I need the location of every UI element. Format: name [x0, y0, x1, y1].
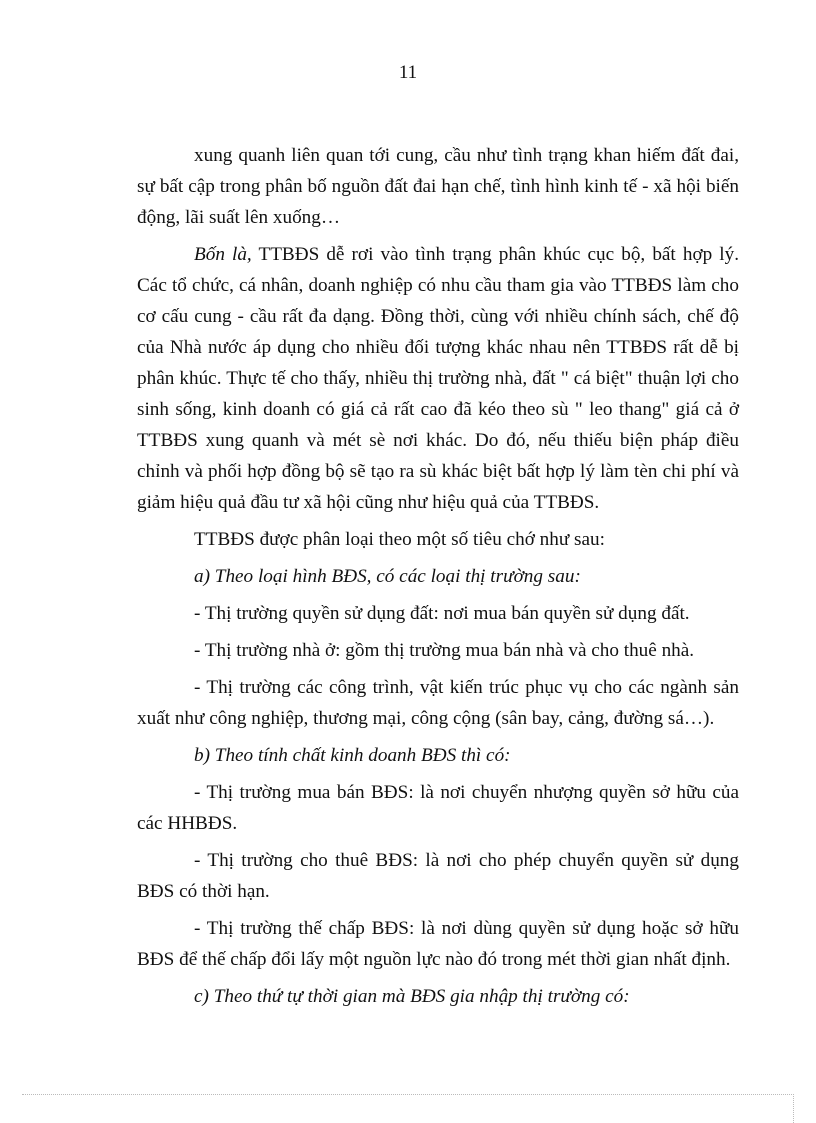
heading-b: b) Theo tính chất kinh doanh BĐS thì có: — [194, 745, 511, 766]
document-body — [137, 140, 739, 1012]
page-number: 11 — [398, 62, 418, 83]
list-item-b2: - Thị trường cho thuê BĐS: là nơi cho phép chuyển quyền sử dụng BĐS có thời hạn. — [137, 850, 739, 902]
paragraph-bon-la — [137, 239, 739, 518]
list-item-b1: - Thị trường mua bán BĐS: là nơi chuyển nhượng quyền sở hữu của các HHBĐS. — [137, 782, 739, 834]
heading-a: a) Theo loại hình BĐS, có các loại thị trường sau: — [194, 566, 581, 587]
heading-c: c) Theo thứ tự thời gian mà BĐS gia nhập thị trường có: — [194, 986, 630, 1007]
list-item-b3: - Thị trường thế chấp BĐS: là nơi dùng quyền sử dụng hoặc sở hữu BĐS để thế chấp đổi lấy một nguồn lực nào đó trong mét thời gian nhất định. — [137, 918, 739, 970]
list-item-a2: - Thị trường nhà ở: gồm thị trường mua bán nhà và cho thuê nhà. — [194, 640, 695, 661]
paragraph-lead: Bốn là, — [194, 244, 252, 265]
list-item-a3: - Thị trường các công trình, vật kiến trúc phục vụ cho các ngành sản xuất như công nghiệp, thương mại, công cộng (sân bay, cảng, đường sá…). — [137, 677, 739, 729]
paragraph-classification-intro: TTBĐS được phân loại theo một số tiêu chớ như sau: — [194, 529, 605, 550]
paragraph-continuation: xung quanh liên quan tới cung, cầu như tình trạng khan hiếm đất đai, sự bất cập trong phân bố nguồn đất đai hạn chế, tình hình kinh tế - xã hội biến động, lãi suất lên xuống… — [137, 145, 739, 228]
page-corner-divider — [793, 1094, 794, 1123]
paragraph-text: TTBĐS dễ rơi vào tình trạng phân khúc cục bộ, bất hợp lý. Các tổ chức, cá nhân, doanh nghiệp có nhu cầu tham gia vào TTBĐS làm cho cơ cấu cung - cầu rất đa dạng. Đồng thời, cùng với nhiều chính sách, chế độ của Nhà nước áp dụng cho nhiều đối tượng khác nhau nên TTBĐS rất dễ bị phân khúc. Thực tế cho thấy, nhiều thị trường nhà, đất " cá biệt" thuận lợi cho sinh sống, kinh doanh có giá cả rất cao đã kéo theo sù " leo thang" giá cả ở TTBĐS xung quanh và mét sè nơi khác. Do đó, nếu thiếu biện pháp điều chỉnh và phối hợp đồng bộ sẽ tạo ra sù khác biệt bất hợp lý làm tèn chi phí và giảm hiệu quả đầu tư xã hội cũng như hiệu quả của TTBĐS. — [137, 244, 740, 513]
page-footer-divider — [22, 1094, 794, 1095]
list-item-a1: - Thị trường quyền sử dụng đất: nơi mua bán quyền sử dụng đất. — [194, 603, 690, 624]
